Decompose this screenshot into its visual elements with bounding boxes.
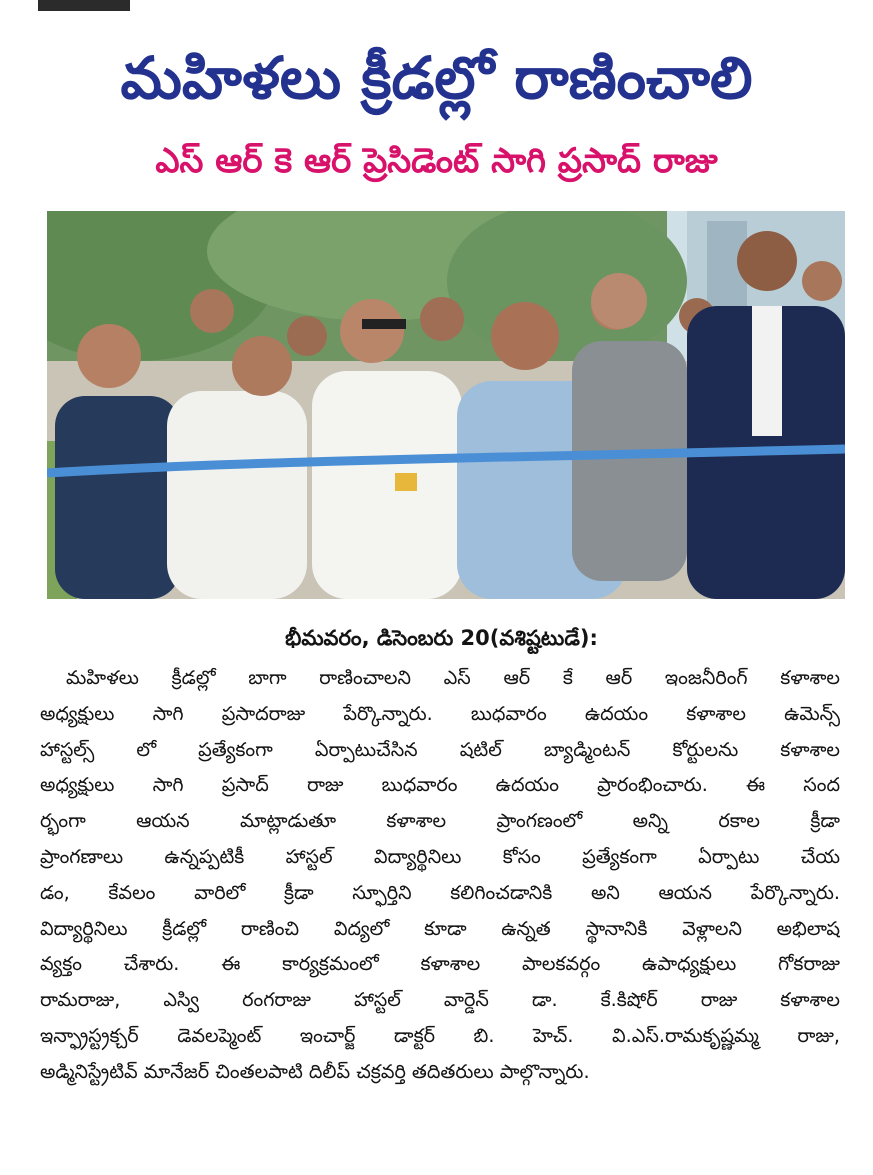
dateline: భీమవరం, డిసెంబరు 20(వశిష్టటుడే): xyxy=(285,626,598,650)
article-line: అధ్యక్షులు సాగి ప్రసాద్ రాజు బుధవారం ఉదయం ప్రారంభించారు. ఈ సంద xyxy=(40,773,840,797)
article-line: హాస్టల్స్ లో ప్రత్యేకంగా ఏర్పాటుచేసిన షటిల్ బ్యాడ్మింటన్ కోర్టులను కళాశాల xyxy=(40,737,840,761)
article-line: రామరాజు, ఎస్వి రంగరాజు హాస్టల్ వార్డెన్ డా. కే.కిషోర్ రాజు కళాశాల xyxy=(40,988,840,1012)
article-line: వ్యక్తం చేశారు. ఈ కార్యక్రమంలో కళాశాల పాలకవర్గం ఉపాధ్యక్షులు గోకరాజు xyxy=(40,952,840,976)
article-line: అధ్యక్షులు సాగి ప్రసాదరాజు పేర్కొన్నారు. బుధవారం ఉదయం కళాశాల ఉమెన్స్ xyxy=(40,701,840,725)
subheadline: ఎస్ ఆర్ కె ఆర్ ప్రెసిడెంట్ సాగి ప్రసాద్ రాజు xyxy=(155,141,718,181)
section-marker-bar xyxy=(38,0,130,11)
article-line: అడ్మినిస్ట్రేటివ్ మానేజర్ చింతలపాటి దిలీప్ చక్రవర్తి తదితరులు పాల్గొన్నారు. xyxy=(40,1059,590,1083)
headline: మహిళలు క్రీడల్లో రాణించాలి xyxy=(120,44,753,112)
article-line: ప్రాంగణాలు ఉన్నప్పటికీ హాస్టల్ విద్యార్థినిలు కోసం ప్రత్యేకంగా ఏర్పాటు చేయ xyxy=(40,844,840,868)
news-photo xyxy=(47,211,845,599)
photo-ribbon-cutting-scene-icon xyxy=(47,211,845,599)
article-body xyxy=(40,660,840,1090)
article-line: విద్యార్థినిలు క్రీడల్లో రాణించి విద్యలో కూడా ఉన్నత స్థానానికి వెళ్లాలని అభిలాష xyxy=(40,916,840,940)
article-line: మహిళలు క్రీడల్లో బాగా రాణించాలని ఎస్ ఆర్ కే ఆర్ ఇంజనీరింగ్ కళాశాల xyxy=(66,666,840,689)
article-line: ఇన్ఫ్రాస్ట్రక్చర్ డెవలప్మెంట్ ఇంచార్జ్ డాక్టర్ బి. హెచ్. వి.ఎస్.రామకృష్ణమ్మ రాజు, xyxy=(40,1023,840,1047)
article-line: డం, కేవలం వారిలో క్రీడా స్ఫూర్తిని కలిగించడానికి అని ఆయన పేర్కొన్నారు. xyxy=(40,880,840,904)
article-line: ర్భంగా ఆయన మాట్లాడుతూ కళాశాల ప్రాంగణంలో అన్ని రకాల క్రీడా xyxy=(40,809,840,833)
